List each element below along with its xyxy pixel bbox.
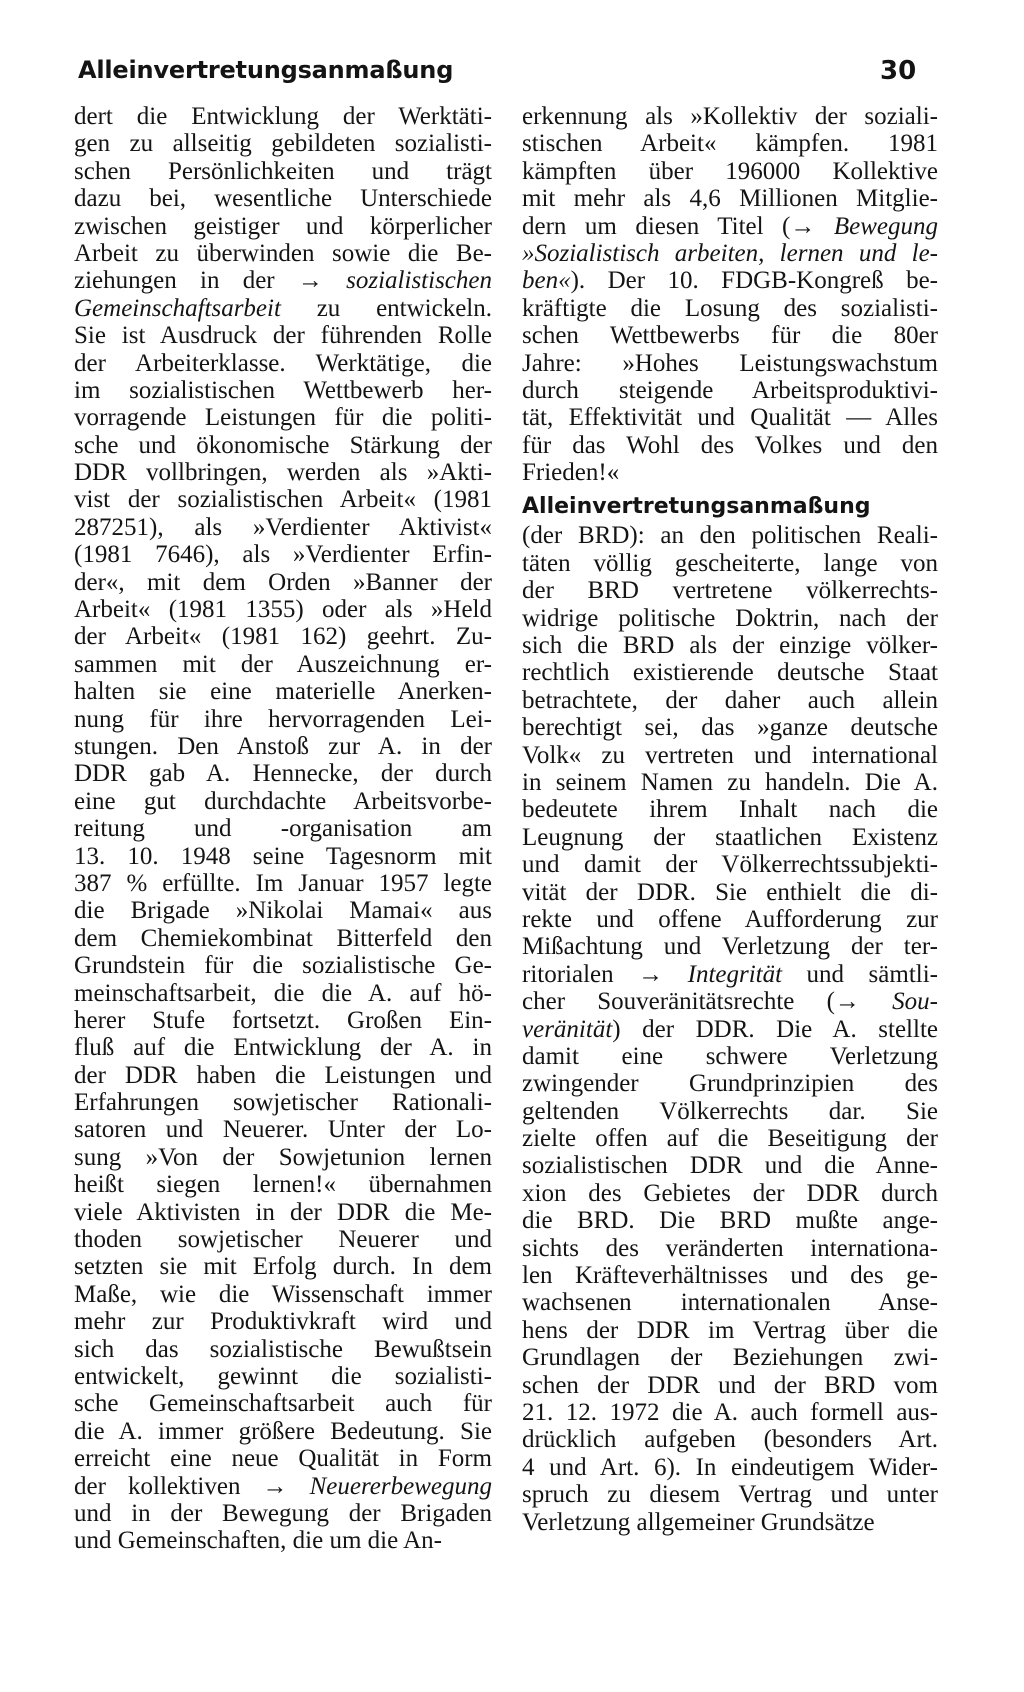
text-line: meinschaftsarbeit, die die A. auf hö- [74,979,492,1007]
text-line: ben«). Der 10. FDGB-Kongreß be- [522,267,938,295]
text-line: Jahre: »Hohes Leistungswachstum [522,349,938,377]
text-line: entwickelt, gewinnt die sozialisti- [74,1362,492,1390]
text-line: und Gemeinschaften, die um die An- [74,1527,442,1555]
text-line: 13. 10. 1948 seine Tagesnorm mit [74,842,492,870]
text-line: wachsenen internationalen Anse- [522,1289,938,1317]
text-line: nung für ihre hervorragenden Lei- [74,705,492,733]
page-number: 30 [880,56,917,86]
text-line: Verletzung allgemeiner Grundsätze [522,1508,875,1536]
right-column-continuation [522,103,938,486]
text-line: sche Gemeinschaftsarbeit auch für [74,1390,492,1418]
text-line: vist der sozialistischen Arbeit« (1981 [74,486,492,514]
text-line: geltenden Völkerrechts dar. Sie [522,1097,938,1125]
text-line: schen der DDR und der BRD vom [522,1371,938,1399]
text-line: dert die Entwicklung der Werktäti- [74,103,492,130]
text-line: rechtlich existierende deutsche Staat [522,659,938,687]
entry-headword: Alleinvertretungsanmaßung [522,494,871,520]
text-line: ziehungen in der → sozialistischen [74,267,492,295]
text-line: der kollektiven → Neuererbewegung [74,1472,492,1500]
text-line: sichts des veränderten internationa- [522,1234,938,1262]
text-line: der«, mit dem Orden »Banner der [74,568,492,596]
text-line: die A. immer größere Bedeutung. Sie [74,1417,492,1445]
text-line: sich das sozialistische Bewußtsein [74,1335,492,1363]
text-line: für das Wohl des Volkes und den [522,431,938,459]
text-line: 287251), als »Verdienter Aktivist« [74,513,492,541]
text-line: xion des Gebietes der DDR durch [522,1179,938,1207]
text-line: Volk« zu vertreten und international [522,741,938,769]
text-line: die Brigade »Nikolai Mamai« aus [74,897,492,925]
text-line: sammen mit der Auszeichnung er- [74,650,492,678]
text-line: eine gut durchdachte Arbeitsvorbe- [74,787,492,815]
text-line: sozialistischen DDR und die Anne- [522,1152,938,1180]
text-line: kämpften über 196000 Kollektive [522,157,938,185]
text-line: stischen Arbeit« kämpfen. 1981 [522,130,938,158]
text-line: dazu bei, wesentliche Unterschiede [74,185,492,213]
text-line: betrachtete, der daher auch allein [522,686,938,714]
text-line: vorragende Leistungen für die politi- [74,404,492,432]
text-line: Maße, wie die Wissenschaft immer [74,1280,492,1308]
text-line: 4 und Art. 6). In eindeutigem Wider- [522,1453,938,1481]
text-line: durch steigende Arbeitsproduktivi- [522,376,938,404]
text-line: heißt siegen lernen!« übernahmen [74,1171,492,1199]
text-line: Grundstein für die sozialistische Ge- [74,952,492,980]
running-head: Alleinvertretungsanmaßung [78,56,454,84]
text-line: sich die BRD als der einzige völker- [522,632,938,660]
text-line: widrige politische Doktrin, nach der [522,604,938,632]
text-line: DDR gab A. Hennecke, der durch [74,760,492,788]
text-line: cher Souveränitätsrechte (→ Sou- [522,988,938,1016]
text-line: Erfahrungen sowjetischer Rationali- [74,1089,492,1117]
text-line: dem Chemiekombinat Bitterfeld den [74,924,492,952]
text-line: Gemeinschaftsarbeit zu entwickeln. [74,294,492,322]
text-line: der Arbeiterklasse. Werktätige, die [74,349,492,377]
text-line: reitung und -organisation am [74,815,492,843]
text-line: erreicht eine neue Qualität in Form [74,1445,492,1473]
text-line: Sie ist Ausdruck der führenden Rolle [74,322,492,350]
text-line: »Sozialistisch arbeiten, lernen und le- [522,239,938,267]
text-line: in seinem Namen zu handeln. Die A. [522,768,938,796]
text-line: 21. 12. 1972 die A. auch formell aus- [522,1398,938,1426]
text-line: rekte und offene Aufforderung zur [522,905,938,933]
text-line: len Kräfteverhältnisses und des ge- [522,1262,938,1290]
text-line: Frieden!« [522,459,620,487]
text-line: 387 % erfüllte. Im Januar 1957 legte [74,869,492,897]
left-column [74,103,492,1555]
text-line: und damit der Völkerrechtssubjekti- [522,851,938,879]
text-line: thoden sowjetischer Neuerer und [74,1226,492,1254]
text-line: im sozialistischen Wettbewerb her- [74,376,492,404]
text-line: stungen. Den Anstoß zur A. in der [74,732,492,760]
text-line: der BRD vertretene völkerrechts- [522,577,938,605]
text-line: gen zu allseitig gebildeten sozialisti- [74,130,492,158]
text-line: tät, Effektivität und Qualität — Alles [522,404,938,432]
text-line: zwischen geistiger und körperlicher [74,212,492,240]
text-line: Mißachtung und Verletzung der ter- [522,933,938,961]
text-line: zwingender Grundprinzipien des [522,1070,938,1098]
text-line: und in der Bewegung der Brigaden [74,1499,492,1527]
text-line: Arbeit zu überwinden sowie die Be- [74,239,492,267]
text-line: damit eine schwere Verletzung [522,1042,938,1070]
text-line: erkennung als »Kollektiv der soziali- [522,103,938,130]
text-line: vität der DDR. Sie enthielt die di- [522,878,938,906]
text-line: DDR vollbringen, werden als »Akti- [74,459,492,487]
text-line: bedeutete ihrem Inhalt nach die [522,796,938,824]
text-line: herer Stufe fortsetzt. Großen Ein- [74,1006,492,1034]
text-line: dern um diesen Titel (→ Bewegung [522,212,938,240]
text-line: mehr zur Produktivkraft wird und [74,1308,492,1336]
text-line: Arbeit« (1981 1355) oder als »Held [74,596,492,624]
text-line: berechtigt sei, das »ganze deutsche [522,714,938,742]
text-line: (1981 7646), als »Verdienter Erfin- [74,541,492,569]
text-line: zielte offen auf die Beseitigung der [522,1125,938,1153]
text-line: sung »Von der Sowjetunion lernen [74,1143,492,1171]
text-line: veränität) der DDR. Die A. stellte [522,1015,938,1043]
text-line: kräftigte die Losung des sozialisti- [522,294,938,322]
entry-body [522,522,938,1535]
text-line: spruch zu diesem Vertrag und unter [522,1481,938,1509]
text-line: fluß auf die Entwicklung der A. in [74,1034,492,1062]
text-line: Leugnung der staatlichen Existenz [522,823,938,851]
text-line: täten völlig gescheiterte, lange von [522,549,938,577]
text-line: der Arbeit« (1981 162) geehrt. Zu- [74,623,492,651]
text-line: halten sie eine materielle Anerken- [74,678,492,706]
text-line: die BRD. Die BRD mußte ange- [522,1207,938,1235]
text-line: Grundlagen der Beziehungen zwi- [522,1344,938,1372]
text-line: viele Aktivisten in der DDR die Me- [74,1198,492,1226]
text-line: setzten sie mit Erfolg durch. In dem [74,1253,492,1281]
text-line: drücklich aufgeben (besonders Art. [522,1426,938,1454]
text-line: (der BRD): an den politischen Reali- [522,522,938,550]
text-line: der DDR haben die Leistungen und [74,1061,492,1089]
text-line: mit mehr als 4,6 Millionen Mitglie- [522,185,938,213]
text-line: ritorialen → Integrität und sämtli- [522,960,938,988]
text-line: schen Persönlichkeiten und trägt [74,157,492,185]
text-line: schen Wettbewerbs für die 80er [522,322,938,350]
text-line: sche und ökonomische Stärkung der [74,431,492,459]
text-line: satoren und Neuerer. Unter der Lo- [74,1116,492,1144]
right-column [522,103,938,1536]
text-line: hens der DDR im Vertrag über die [522,1316,938,1344]
